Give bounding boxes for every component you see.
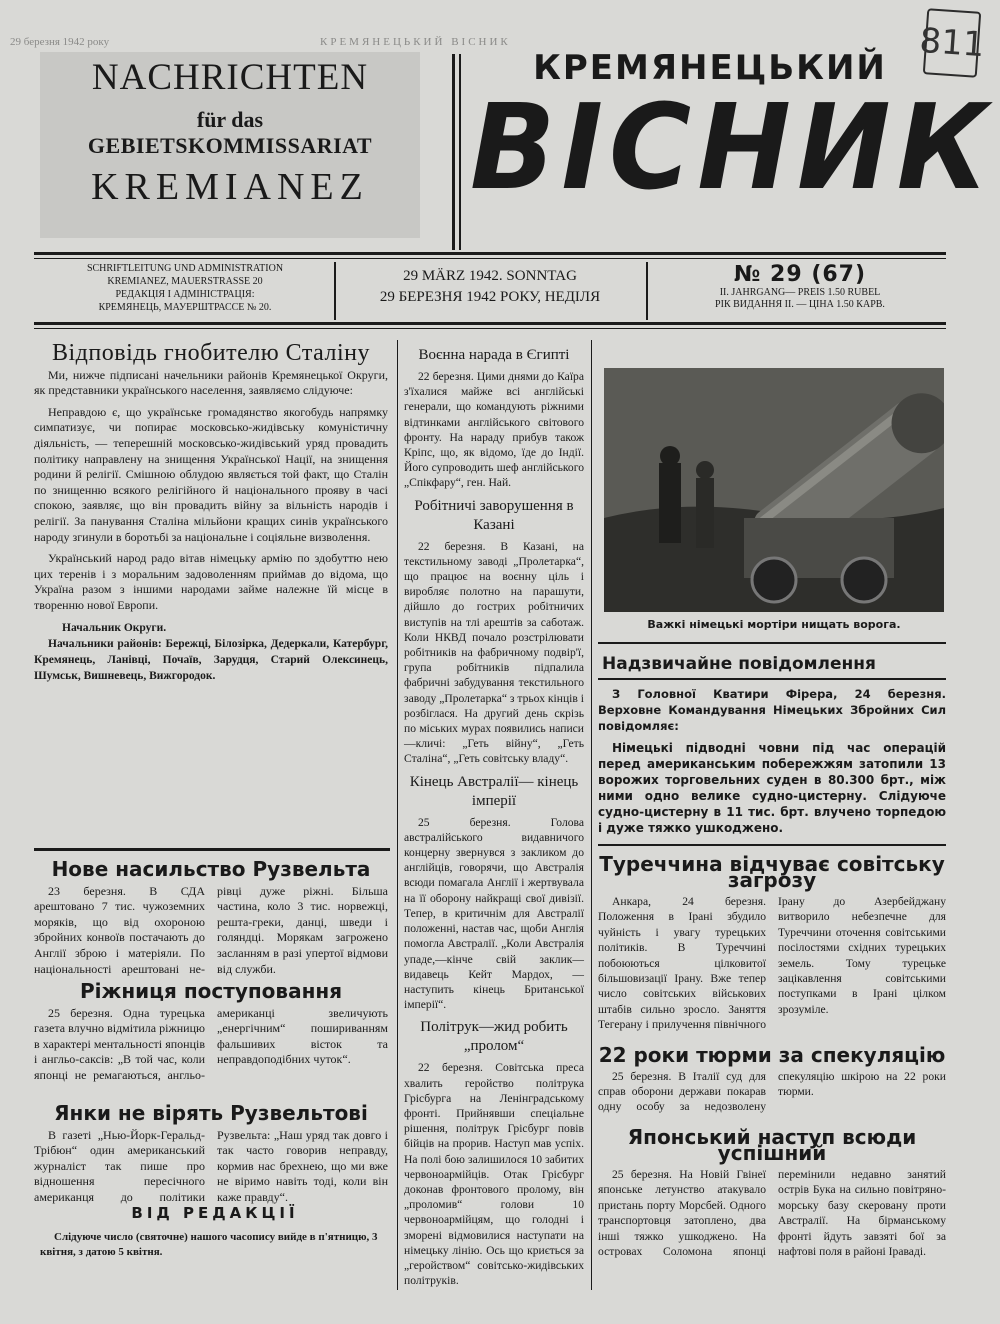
column-two	[404, 346, 584, 1294]
article-roosevelt-violence	[34, 858, 388, 977]
section-rule	[598, 844, 946, 846]
signer-districts: Начальники районів: Бережці, Білозірка, Дедеркали, Катербург, Кремянець, Ланівці, Почаїв, Зарудця, Старий Олексинець, Шумськ, Вишневець, Вижгородок.	[34, 637, 388, 682]
article-paragraph: Німецькі підводні човни під час операцій перед американським побережжям затопили 13 ворожих торговельних суден в 80.300 брт., між ними одно велике судно-цистерну. Слідуюче судно-цистерну в 11 тис. брт. влучено торпедою і дуже тяжко ушкоджено.	[598, 741, 946, 835]
article-difference	[34, 980, 388, 1084]
bleed-through-date: 29 березня 1942 року	[10, 36, 110, 48]
article-headline: Нове насильство Рузвельта	[51, 857, 371, 881]
admin-uk-1: РЕДАКЦІЯ І АДМІНІСТРАЦІЯ:	[115, 289, 255, 300]
section-rule	[34, 848, 390, 851]
info-bar-divider-2	[646, 262, 648, 320]
article-paragraph: Ми, нижче підписані начельники районів Кремянецької Округи, як представники українського населення, заявляємо слідуюче:	[34, 367, 388, 398]
article-paragraph: 23 березня. В СДА арештовано 7 тис. чужоземних моряків, що від охороною збройних конвоїв постачають до Англії зброю і матеріяли. По національності арештовані не-рівці дуже ріжні. Більша частина, коло 3 тис. норвежці, решта-греки, данці, шведи і голяндці. Морякам загрожено засланням в разі упертої відмови від служби.	[34, 883, 388, 976]
column-three	[598, 656, 946, 1259]
article-headline: Кінець Австралії— кінець імперії	[409, 773, 579, 809]
info-bar-divider-1	[334, 262, 336, 320]
masthead-ukrainian-line1: КРЕМЯНЕЦЬКИЙ	[533, 48, 887, 88]
handwritten-note: 811	[923, 8, 981, 78]
admin-de-1: SCHRIFTLEITUNG UND ADMINISTRATION	[86, 263, 284, 274]
info-bar-bottom-rule	[34, 322, 946, 325]
issue-date	[340, 266, 640, 308]
article-paragraph: Анкара, 24 березня. Положення в Ірані збудило чуйність і увагу турецьких політиків. В Туреччині побоюються цілковитої більшовизації Ірану. Вже тепер число совітських військових штабів сильно зросло. Заняття Тегерану і прилучення північного Ірану до Азербейджану витворило небезпечне для Туреччини оточення совітськими посілостями східних турецьких земель. Тому турецьке зацікавлення совітськими поступками в Ірані цілком зрозуміле.	[598, 895, 946, 1032]
column-rule-1	[397, 340, 398, 1290]
article-body	[598, 894, 946, 1033]
info-bar-bottom-rule-thin	[34, 328, 946, 329]
column-rule-2	[591, 340, 592, 1290]
editorial-text: Слідуюче число (святочне) нашого часопису вийде в п'ятницю, 3 квітня, з датою 5 квітня.	[40, 1231, 378, 1258]
mortar-photo-illustration	[604, 368, 944, 612]
mortar-photo	[604, 368, 944, 612]
article-paragraph: З Головної Кватири Фірера, 24 березня. Верховне Командування Німецьких Збройних Сил повідомляє:	[598, 687, 946, 733]
article-paragraph: Неправдою є, що українське громадянство якогобудь напрямку симпатизує, чи попирає московсько-жидівську комуністичну діяльність, — теперешній московсько-жидівський уряд провадить політику направлену на знищення Української Нації, на знищення родини й релігії. Смішною облудою являється той факт, що Сталін по знищенню всякого релігійного й національного прояву в часі спокою, заявляє, що він провадить війну за вільність народів і релігії. За панування Сталіна мільйони кращих синів українського народу згинули в боротьбі за національне і соціяльне визволення.	[34, 404, 388, 544]
article-headline: Відповідь гнобителю Сталіну	[52, 340, 370, 366]
article-headline: Туреччина відчуває совітську загрозу	[599, 852, 945, 892]
article-yankees	[34, 1102, 388, 1206]
headline-rule	[598, 678, 946, 680]
article-headline: Надзвичайне повідомлення	[602, 654, 876, 674]
price-german: II. JAHRGANG— PREIS 1.50 RUBEL	[719, 287, 881, 298]
article-paragraph: Український народ радо вітав німецьку армію по здобуттю нею цих теренів і з моральним задоволенням приймав до відома, що Україна разом з іншими народами займе належне їй місце в твоpенню нової Европи.	[34, 551, 388, 612]
masthead-german-line3: GEBIETSKOMMISSARIAT	[87, 133, 373, 158]
date-ukrainian: 29 БЕРЕЗНЯ 1942 РОКУ, НЕДІЛЯ	[379, 289, 601, 305]
article-paragraph: 25 березня. На Новій Гвінеї японське летунство атакувало пристань порту Морсбей. Одного транспортовця затоплено, два інші тяжко ушкоджено. На островах Соломона японці перемінили недавно занятий острів Бука на сильно повітряно-морську базу скеровану проти Австралії. На бірманському фронті йдуть завзяті бої за нафтові поля в районі Іраваді.	[598, 1167, 946, 1258]
masthead-german-line1: NACHRICHTEN	[91, 57, 369, 98]
price-ukrainian: РІК ВИДАННЯ II. — ЦІНА 1.50 КАРВ.	[715, 299, 885, 310]
article-headline: Ріжниця поступовання	[79, 979, 343, 1003]
article-paragraph: 22 березня. Совітська преса хвалить геройство політрука Грісбурга на Ленінградському фронті. Прийнявши спеціальне рішення, політрук Грісбург повів бійців на прорив. Наступ мав успіх. На полі бою залишилося 10 забитих червоноармійців. Отак Грісбург доконав фронтового пролому, він „проломив“ голови 10 червоноармійцям, що голодні і зморені відмовилися наступати на німецьку лінію. Ось що криється за „геройством“ совітсько-жидівських політруків.	[404, 1061, 584, 1288]
masthead-german-line4: KREMIANEZ	[91, 166, 369, 208]
article-body	[598, 1167, 946, 1259]
admin-uk-2: КРЕМЯНЕЦЬ, МАУЕРШТРАССЕ № 20.	[98, 302, 272, 313]
masthead-german-line2: für das	[196, 107, 264, 132]
masthead-divider-1	[452, 54, 455, 250]
article-reply-to-stalin	[34, 340, 388, 684]
article-body	[598, 1069, 946, 1115]
admin-de-2: KREMIANEZ, MAUERSTRASSE 20	[107, 276, 263, 287]
editorial-title: ВІД РЕДАКЦІЇ	[131, 1204, 299, 1222]
article-paragraph: 22 березня. Цими днями до Каїра з'їхалися майже всі англійські генерали, що командують ріжними відтинками англійського світового фронту. На нараду прибув також Кріпс, що, як відомо, їде до Індії. Його супроводить шеф англійського „Спікфару“, ген. Най.	[404, 370, 584, 490]
article-headline: Політрук—жид робить „пролом“	[420, 1019, 568, 1055]
info-bar-top-rule-thin	[34, 258, 946, 259]
signer-okruha: Начальник Округи.	[62, 621, 167, 634]
section-rule	[598, 642, 946, 644]
masthead-divider-2	[459, 54, 461, 250]
article-headline: Японський наступ всюди успішний	[627, 1124, 917, 1165]
article-paragraph: 25 березня. Голова австралійського видавничого концерну звернувся з закликом до англійців, говорячи, що Австралія всюди помагала Англії і жертвувала на її оборону найкращі свої дивізії. Тепер, в критичнім для Австралії положенні, настав час, щоби Англія помогла Австралії. „Коли Австралія упаде,—кінче свій заклик—видавець Кейт Мардох, — наступить кінець Британської імперії“.	[404, 815, 584, 1012]
article-body	[34, 884, 388, 978]
article-headline: 22 роки тюрми за спекуляцію	[598, 1042, 946, 1067]
issue-number-block	[650, 262, 950, 311]
photo-caption: Важкі німецькі мортіри нищать ворога.	[647, 618, 901, 631]
masthead-german	[40, 52, 420, 238]
issue-number: № 29 (67)	[733, 262, 867, 287]
article-headline: Робітничі заворушення в Казані	[414, 497, 574, 533]
article-paragraph: 22 березня. В Казані, на текстильному заводі „Пролетарка“, що працює на воєнну ціль і виробляє полотно на парашути, дійшло до гострих робітничих виступів на тлі арештів за саботаж. Коли НКВД почало розстрілювати робітників на фабричному подвір'ї, група робітників підпалила фабричні забудування текстильного заводу „Пролетарка“ з трьох кінців і розбіглася. На другий день скрізь по міських мурах появились написи—кличі: „Геть війну“, „Геть Сталіна“, „Геть совітську владу“.	[404, 539, 584, 766]
article-paragraph: 25 березня. В Італії суд для справ оборони держави покарав одну особу за недозволену спекуляцію шкірою на 22 роки тюрми.	[598, 1069, 946, 1114]
article-paragraph: 25 березня. Одна турецька газета влучно відмітила ріжницю в характері ментальності японців і англьо-саксів: „В той час, коли японці не ремагаються, англьо-американці звеличують „енергічним“ пошириванням фальшивих вісток та неправдоподібних чуток“.	[34, 1005, 388, 1082]
masthead-ukrainian	[470, 48, 995, 248]
masthead-ukrainian-title: ВІСНИК	[470, 79, 995, 217]
editorial-notice	[40, 1204, 390, 1260]
article-headline: Воєнна нарада в Єгипті	[418, 347, 570, 363]
date-german: 29 MÄRZ 1942. SONNTAG	[403, 268, 577, 284]
article-paragraph: В газеті „Нью-Йорк-Геральд-Трібюн“ один американський журналіст так пише про відношення пересічного американця до політики Рузвельта: „Наш уряд так довго і так часто говорив неправду, кормив нас брехнею, що ми вже не віримо навіть тоді, коли він каже правду“.	[34, 1127, 388, 1204]
article-body	[34, 1006, 388, 1084]
article-headline: Янки не вірять Рузвельтові	[54, 1101, 368, 1125]
info-bar-top-rule	[34, 252, 946, 255]
article-body	[34, 1128, 388, 1206]
editorial-address	[40, 262, 330, 314]
bleed-through-title: КРЕМЯНЕЦЬКИЙ ВІСНИК	[320, 36, 511, 48]
